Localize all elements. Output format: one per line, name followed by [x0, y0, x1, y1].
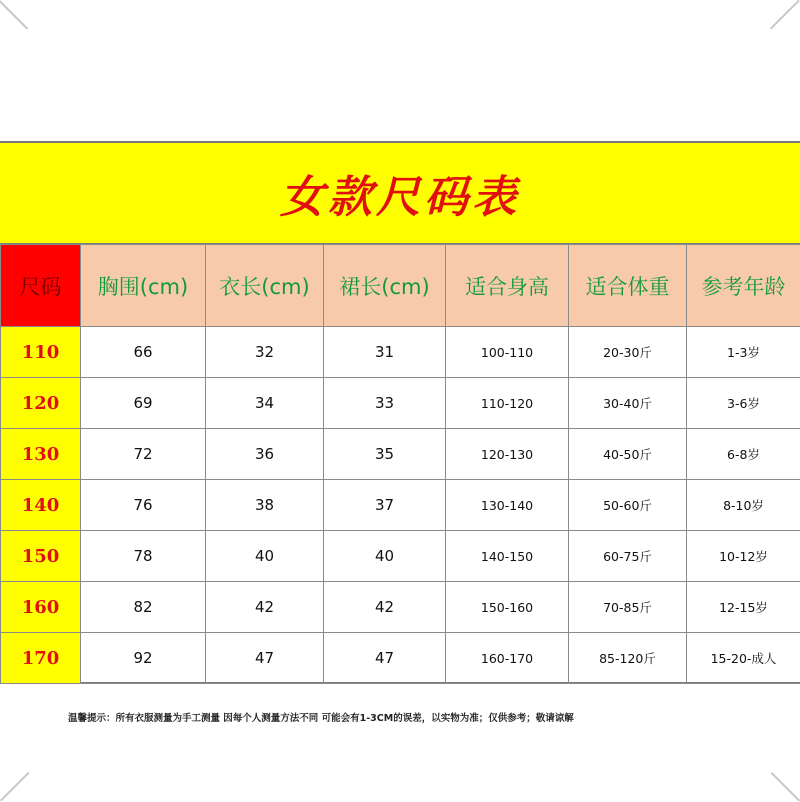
- cell-age: 1-3岁: [687, 327, 800, 378]
- cell-weight: 85-120斤: [569, 633, 687, 684]
- corner-line-bottom-left: [0, 772, 30, 802]
- table-row: [1, 582, 800, 633]
- cell-chest: 82: [81, 582, 206, 633]
- cell-height: 160-170: [446, 633, 569, 684]
- chart-title: 女款尺码表: [280, 161, 520, 225]
- cell-age: 10-12岁: [687, 531, 800, 582]
- cell-chest: 69: [81, 378, 206, 429]
- cell-height: 130-140: [446, 480, 569, 531]
- header-height: 适合身高: [446, 245, 569, 327]
- corner-line-top-left: [0, 0, 28, 30]
- cell-weight: 20-30斤: [569, 327, 687, 378]
- cell-chest: 92: [81, 633, 206, 684]
- title-band: [0, 143, 800, 244]
- cell-size: 170: [1, 633, 81, 684]
- cell-age: 6-8岁: [687, 429, 800, 480]
- cell-size: 160: [1, 582, 81, 633]
- cell-height: 150-160: [446, 582, 569, 633]
- cell-chest: 66: [81, 327, 206, 378]
- cell-skirt: 31: [324, 327, 446, 378]
- cell-size: 130: [1, 429, 81, 480]
- cell-chest: 76: [81, 480, 206, 531]
- corner-line-bottom-right: [771, 772, 800, 802]
- cell-age: 3-6岁: [687, 378, 800, 429]
- cell-skirt: 47: [324, 633, 446, 684]
- header-row: [1, 245, 800, 327]
- cell-age: 15-20-成人: [687, 633, 800, 684]
- header-age: 参考年龄: [687, 245, 800, 327]
- cell-size: 120: [1, 378, 81, 429]
- cell-weight: 30-40斤: [569, 378, 687, 429]
- cell-length: 38: [206, 480, 324, 531]
- table-row: [1, 480, 800, 531]
- cell-weight: 60-75斤: [569, 531, 687, 582]
- cell-skirt: 40: [324, 531, 446, 582]
- table-row: [1, 633, 800, 684]
- size-table: [0, 244, 800, 684]
- cell-size: 140: [1, 480, 81, 531]
- cell-size: 150: [1, 531, 81, 582]
- cell-age: 8-10岁: [687, 480, 800, 531]
- cell-length: 47: [206, 633, 324, 684]
- cell-height: 100-110: [446, 327, 569, 378]
- header-skirt: 裙长(cm): [324, 245, 446, 327]
- cell-length: 42: [206, 582, 324, 633]
- cell-chest: 78: [81, 531, 206, 582]
- cell-chest: 72: [81, 429, 206, 480]
- cell-age: 12-15岁: [687, 582, 800, 633]
- cell-skirt: 37: [324, 480, 446, 531]
- cell-skirt: 35: [324, 429, 446, 480]
- cell-weight: 40-50斤: [569, 429, 687, 480]
- measurement-note: 温馨提示：所有衣服测量为手工测量 因每个人测量方法不同 可能会有1-3CM的误差，以实物为准；仅供参考；敬请谅解: [68, 710, 574, 724]
- table-row: [1, 429, 800, 480]
- cell-length: 40: [206, 531, 324, 582]
- corner-line-top-right: [770, 0, 800, 29]
- cell-weight: 70-85斤: [569, 582, 687, 633]
- header-length: 衣长(cm): [206, 245, 324, 327]
- header-weight: 适合体重: [569, 245, 687, 327]
- header-chest: 胸围(cm): [81, 245, 206, 327]
- table-row: [1, 378, 800, 429]
- table-row: [1, 531, 800, 582]
- cell-height: 110-120: [446, 378, 569, 429]
- cell-size: 110: [1, 327, 81, 378]
- cell-length: 36: [206, 429, 324, 480]
- cell-skirt: 33: [324, 378, 446, 429]
- cell-skirt: 42: [324, 582, 446, 633]
- cell-height: 140-150: [446, 531, 569, 582]
- cell-length: 32: [206, 327, 324, 378]
- table-row: [1, 327, 800, 378]
- cell-height: 120-130: [446, 429, 569, 480]
- cell-weight: 50-60斤: [569, 480, 687, 531]
- cell-length: 34: [206, 378, 324, 429]
- header-size: 尺码: [1, 245, 81, 327]
- size-chart-sheet: [0, 141, 800, 683]
